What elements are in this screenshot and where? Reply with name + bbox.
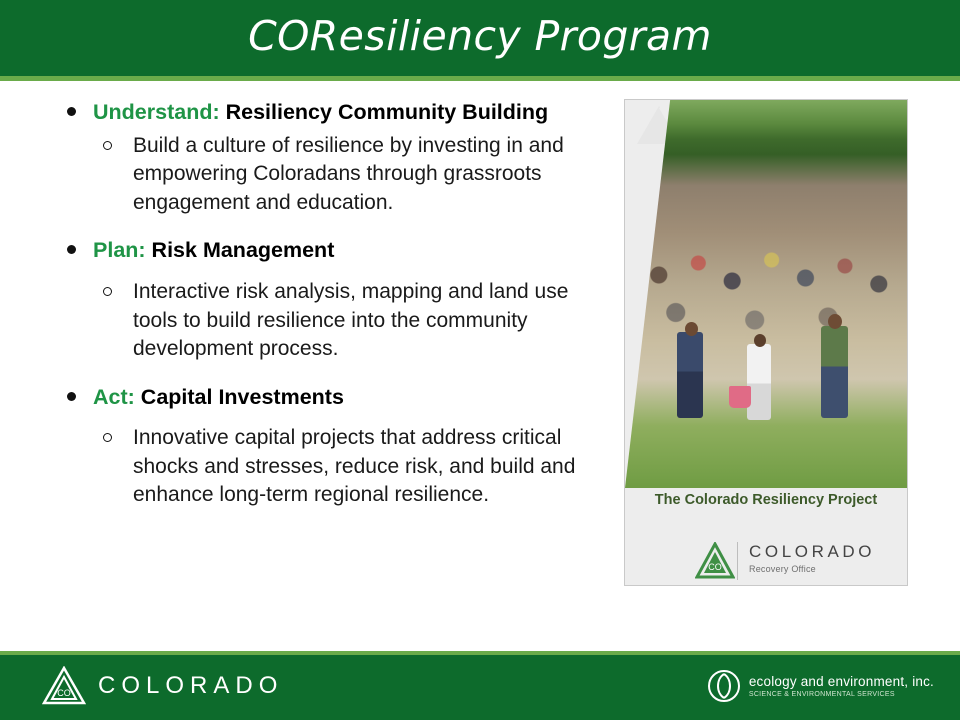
svg-text:CO: CO	[708, 562, 722, 572]
bullet-heading: Risk Management	[145, 238, 335, 263]
cover-photograph	[625, 100, 907, 488]
bullet-heading: Capital Investments	[134, 384, 344, 409]
page-title: COResiliency Program	[248, 12, 712, 60]
ee-logo-icon	[707, 669, 741, 703]
bullet-keyword: Plan:	[93, 238, 146, 263]
bullet-dot-icon	[67, 107, 76, 116]
figure-shape	[821, 326, 848, 418]
colorado-triangle-icon	[42, 666, 86, 706]
partner-tagline: SCIENCE & ENVIRONMENTAL SERVICES	[748, 691, 895, 698]
partner-name: ecology and environment, inc.	[748, 674, 934, 689]
logo-divider	[737, 542, 738, 580]
cover-caption: The Colorado Resiliency Project	[654, 492, 878, 508]
bullet-list	[55, 91, 605, 510]
cover-logo-text	[749, 542, 875, 574]
figure-shape	[677, 332, 703, 418]
bullet-heading: Resiliency Community Building	[219, 100, 549, 124]
bullet-ring-icon	[103, 433, 112, 442]
bullet-item-primary	[55, 384, 605, 411]
slide-header	[0, 0, 960, 76]
cover-logo-state: COLORADO	[749, 542, 876, 561]
partner-logo	[707, 669, 934, 703]
bullet-item-secondary	[55, 132, 605, 218]
bullet-dot-icon	[67, 392, 76, 401]
report-cover-image	[624, 99, 908, 586]
figure-shape	[754, 334, 766, 347]
figure-shape	[828, 314, 842, 329]
bullet-sub-text: Build a culture of resilience by investing in and empowering Coloradans through grassroots engagement and education.	[133, 133, 564, 214]
cover-logo-office: Recovery Office	[749, 564, 816, 574]
bullet-ring-icon	[103, 141, 112, 150]
bullet-keyword: Act:	[93, 384, 135, 409]
slide-content	[0, 81, 960, 651]
bullet-item-primary	[55, 99, 605, 126]
figure-shape	[747, 344, 771, 420]
cover-photo-clip	[625, 100, 907, 488]
cover-logo	[625, 540, 907, 586]
bullet-item-secondary	[55, 424, 605, 510]
footer-colorado-logo	[42, 665, 283, 707]
bucket-shape	[729, 386, 751, 408]
bullet-item-primary	[55, 237, 605, 264]
colorado-triangle-icon	[695, 542, 735, 580]
bullet-dot-icon	[67, 245, 76, 254]
bullet-item-secondary	[55, 278, 605, 364]
bullet-sub-text: Interactive risk analysis, mapping and land use tools to build resilience into the community development process.	[133, 279, 569, 361]
svg-text:CO: CO	[57, 688, 71, 698]
bullet-ring-icon	[103, 287, 112, 296]
partner-text	[749, 674, 934, 698]
slide-footer	[0, 651, 960, 720]
figure-shape	[685, 322, 698, 336]
footer-wordmark: COLORADO	[98, 672, 284, 699]
bullet-keyword: Understand:	[93, 100, 220, 124]
footer-divider	[0, 651, 960, 655]
bullet-sub-text: Innovative capital projects that address critical shocks and stresses, reduce risk, and build and enhance long-term regional resilience.	[133, 426, 576, 507]
